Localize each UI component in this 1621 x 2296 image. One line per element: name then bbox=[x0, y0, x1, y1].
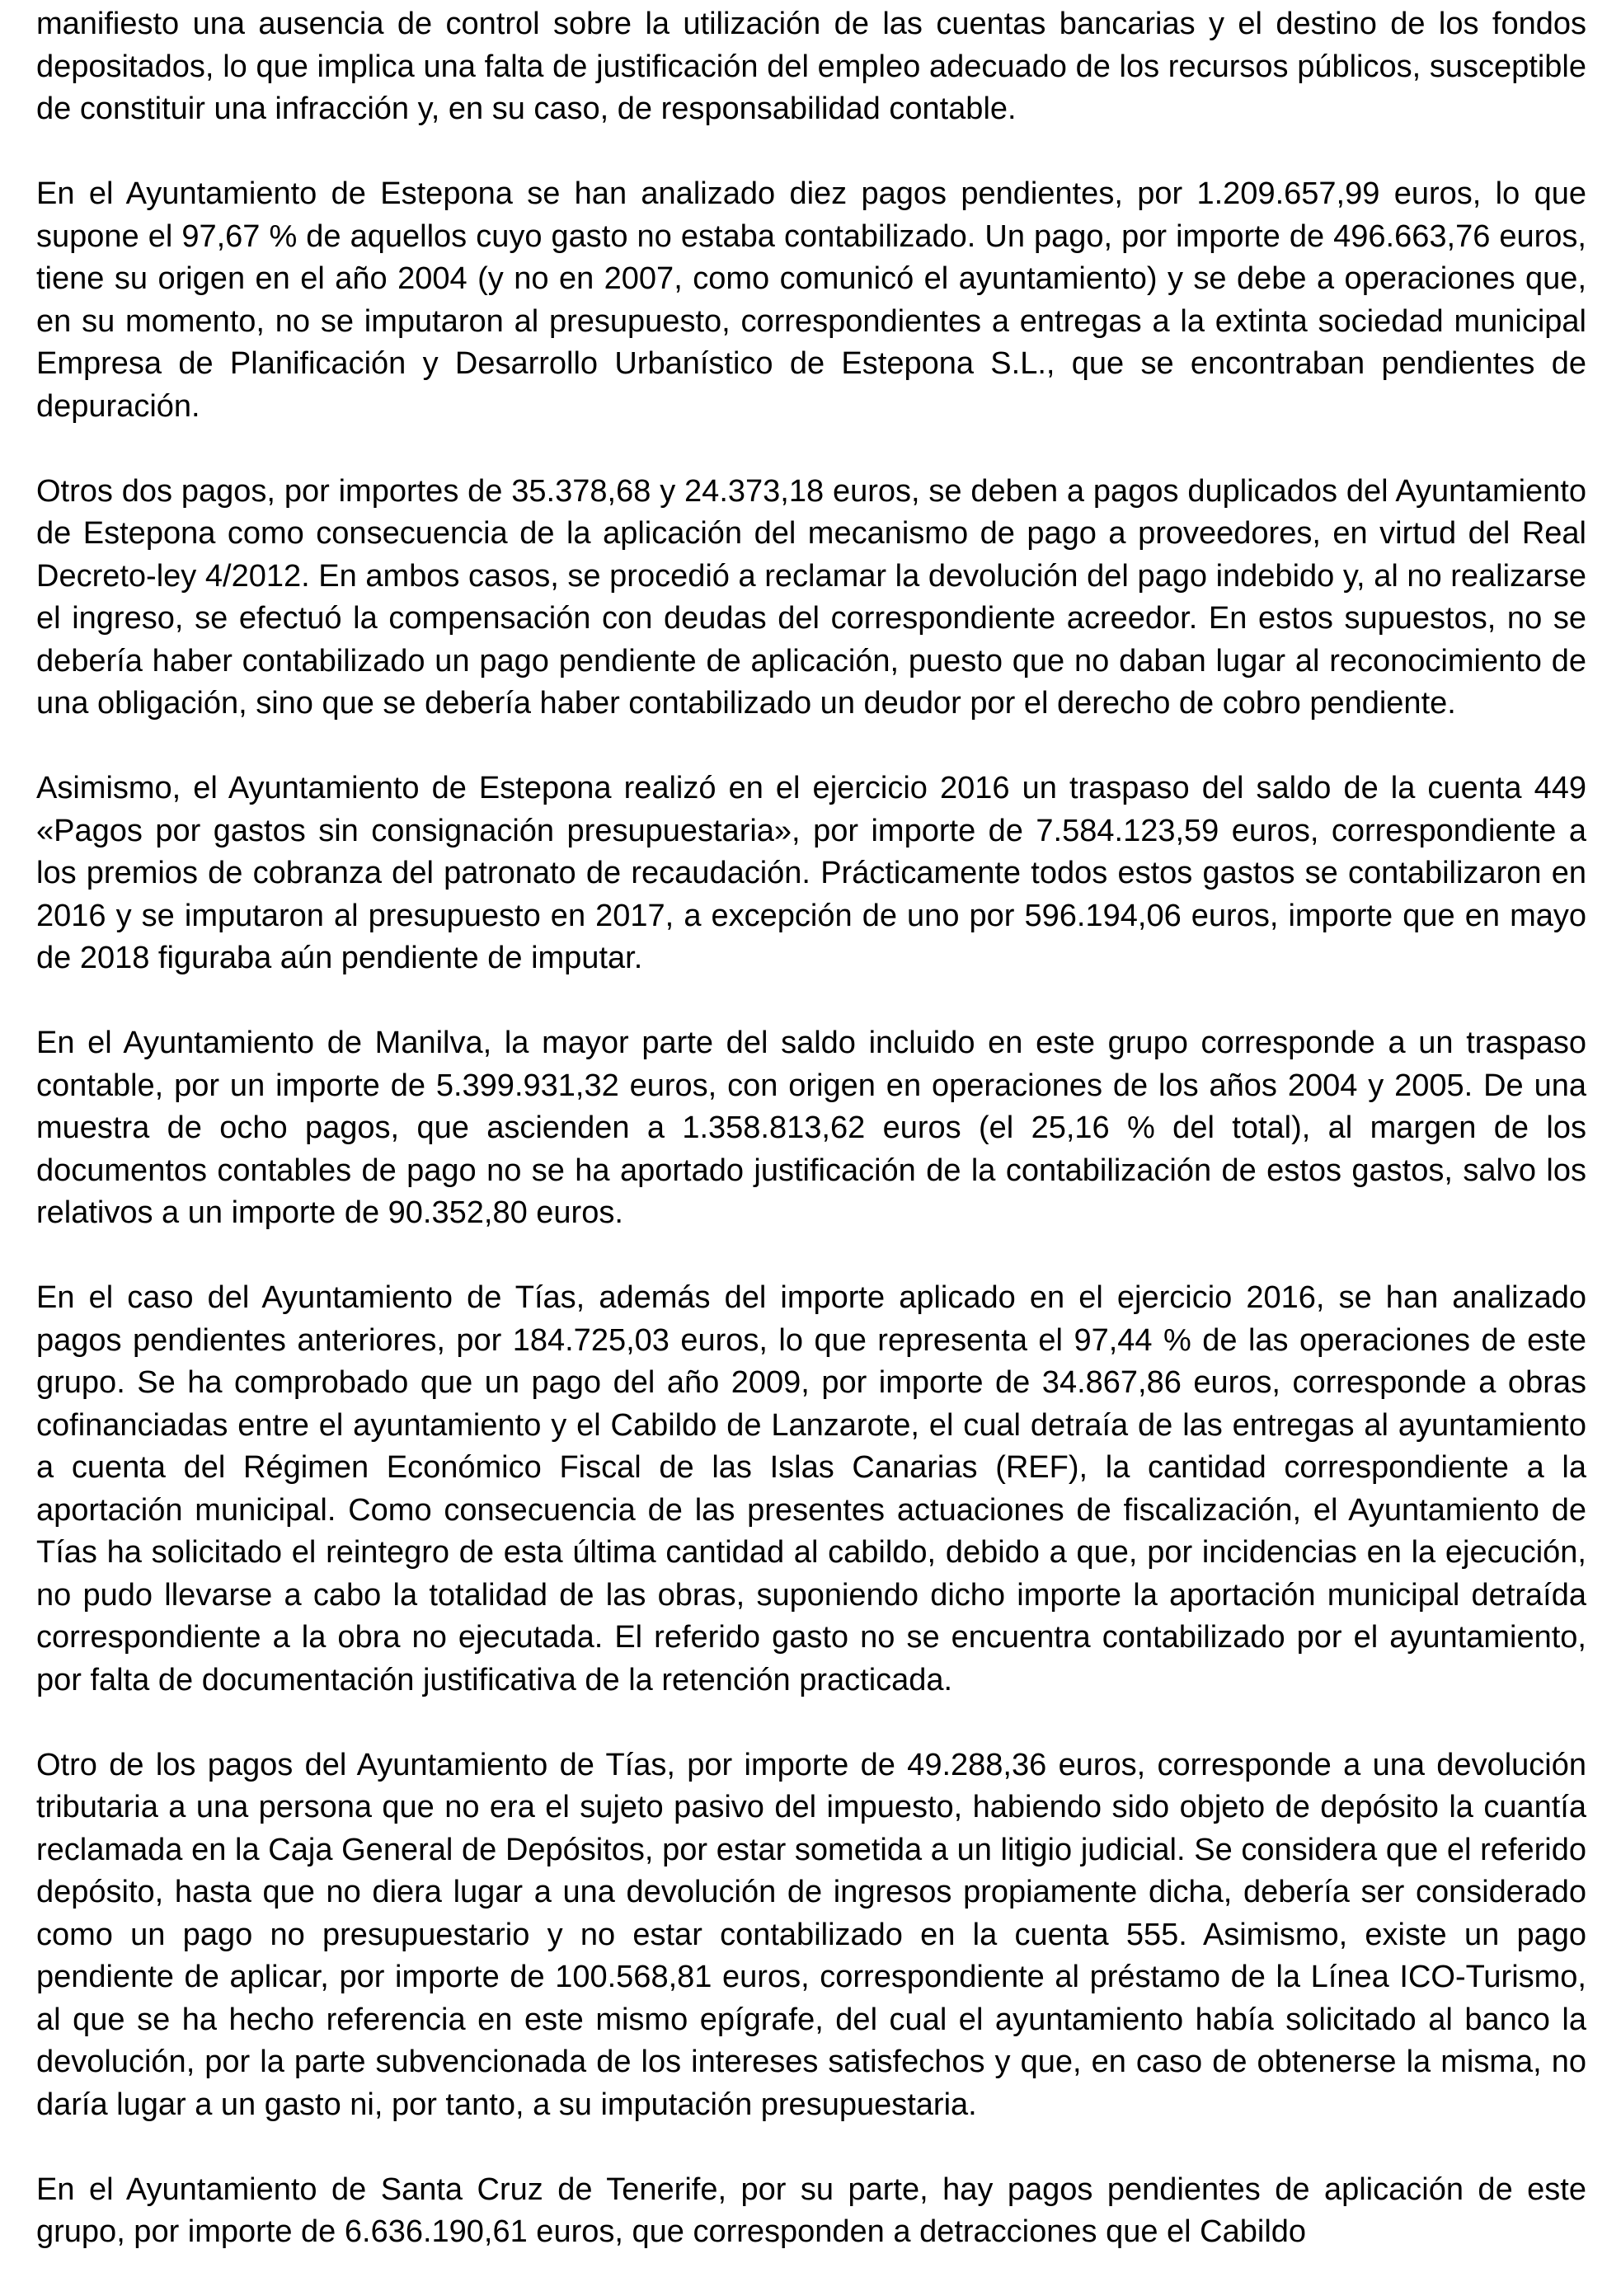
paragraph-tias-obras: En el caso del Ayuntamiento de Tías, además del importe aplicado en el ejercicio 2016, se han analizado pagos pendientes anteriores, por 184.725,03 euros, lo que representa el 97,44 % de las operaciones de este grupo. Se ha comprobado que un pago del año 2009, por importe de 34.867,86 euros, corresponde a obras cofinanciadas entre el ayuntamiento y el Cabildo de Lanzarote, el cual detraía de las entregas al ayuntamiento a cuenta del Régimen Económico Fiscal de las Islas Canarias (REF), la cantidad correspondiente a la aportación municipal. Como consecuencia de las presentes actuaciones de fiscalización, el Ayuntamiento de Tías ha solicitado el reintegro de esta última cantidad al cabildo, debido a que, por incidencias en la ejecución, no pudo llevarse a cabo la totalidad de las obras, suponiendo dicho importe la aportación municipal detraída correspondiente a la obra no ejecutada. El referido gasto no se encuentra contabilizado por el ayuntamiento, por falta de documentación justificativa de la retención practicada. bbox=[36, 1280, 1586, 1697]
paragraph-control-cuentas: manifiesto una ausencia de control sobre la utilización de las cuentas bancarias y el destino de los fondos depositados, lo que implica una falta de justificación del empleo adecuado de los recursos públicos, susceptible de constituir una infracción y, en su caso, de responsabilidad contable. bbox=[36, 7, 1586, 126]
document-page bbox=[36, 3, 1586, 2296]
paragraph-santa-cruz: En el Ayuntamiento de Santa Cruz de Tenerife, por su parte, hay pagos pendientes de aplicación de este grupo, por importe de 6.636.190,61 euros, que corresponden a detracciones que el Cabildo bbox=[36, 2172, 1586, 2249]
paragraph-manilva: En el Ayuntamiento de Manilva, la mayor parte del saldo incluido en este grupo corresponde a un traspaso contable, por un importe de 5.399.931,32 euros, con origen en operaciones de los años 2004 y 2005. De una muestra de ocho pagos, que ascienden a 1.358.813,62 euros (el 25,16 % del total), al margen de los documentos contables de pago no se ha aportado justificación de la contabilización de estos gastos, salvo los relativos a un importe de 90.352,80 euros. bbox=[36, 1026, 1586, 1230]
paragraph-estepona-traspaso: Asimismo, el Ayuntamiento de Estepona realizó en el ejercicio 2016 un traspaso del saldo de la cuenta 449 «Pagos por gastos sin consignación presupuestaria», por importe de 7.584.123,59 euros, correspondiente a los premios de cobranza del patronato de recaudación. Prácticamente todos estos gastos se contabilizaron en 2016 y se imputaron al presupuesto en 2017, a excepción de uno por 596.194,06 euros, importe que en mayo de 2018 figuraba aún pendiente de imputar. bbox=[36, 771, 1586, 975]
paragraph-pagos-duplicados: Otros dos pagos, por importes de 35.378,68 y 24.373,18 euros, se deben a pagos duplicados del Ayuntamiento de Estepona como consecuencia de la aplicación del mecanismo de pago a proveedores, en virtud del Real Decreto-ley 4/2012. En ambos casos, se procedió a reclamar la devolución del pago indebido y, al no realizarse el ingreso, se efectuó la compensación con deudas del correspondiente acreedor. En estos supuestos, no se debería haber contabilizado un pago pendiente de aplicación, puesto que no daban lugar al reconocimiento de una obligación, sino que se debería haber contabilizado un deudor por el derecho de cobro pendiente. bbox=[36, 473, 1586, 721]
paragraph-tias-devolucion: Otro de los pagos del Ayuntamiento de Tías, por importe de 49.288,36 euros, corresponde a una devolución tributaria a una persona que no era el sujeto pasivo del impuesto, habiendo sido objeto de depósito la cuantía reclamada en la Caja General de Depósitos, por estar sometida a un litigio judicial. Se considera que el referido depósito, hasta que no diera lugar a una devolución de ingresos propiamente dicha, debería ser considerado como un pago no presupuestario y no estar contabilizado en la cuenta 555. Asimismo, existe un pago pendiente de aplicar, por importe de 100.568,81 euros, correspondiente al préstamo de la Línea ICO-Turismo, al que se ha hecho referencia en este mismo epígrafe, del cual el ayuntamiento había solicitado al banco la devolución, por la parte subvencionada de los intereses satisfechos y que, en caso de obtenerse la misma, no daría lugar a un gasto ni, por tanto, a su imputación presupuestaria. bbox=[36, 1747, 1586, 2122]
paragraph-estepona-pagos: En el Ayuntamiento de Estepona se han analizado diez pagos pendientes, por 1.209.657,99 euros, lo que supone el 97,67 % de aquellos cuyo gasto no estaba contabilizado. Un pago, por importe de 496.663,76 euros, tiene su origen en el año 2004 (y no en 2007, como comunicó el ayuntamiento) y se debe a operaciones que, en su momento, no se imputaron al presupuesto, correspondientes a entregas a la extinta sociedad municipal Empresa de Planificación y Desarrollo Urbanístico de Estepona S.L., que se encontraban pendientes de depuración. bbox=[36, 176, 1586, 424]
